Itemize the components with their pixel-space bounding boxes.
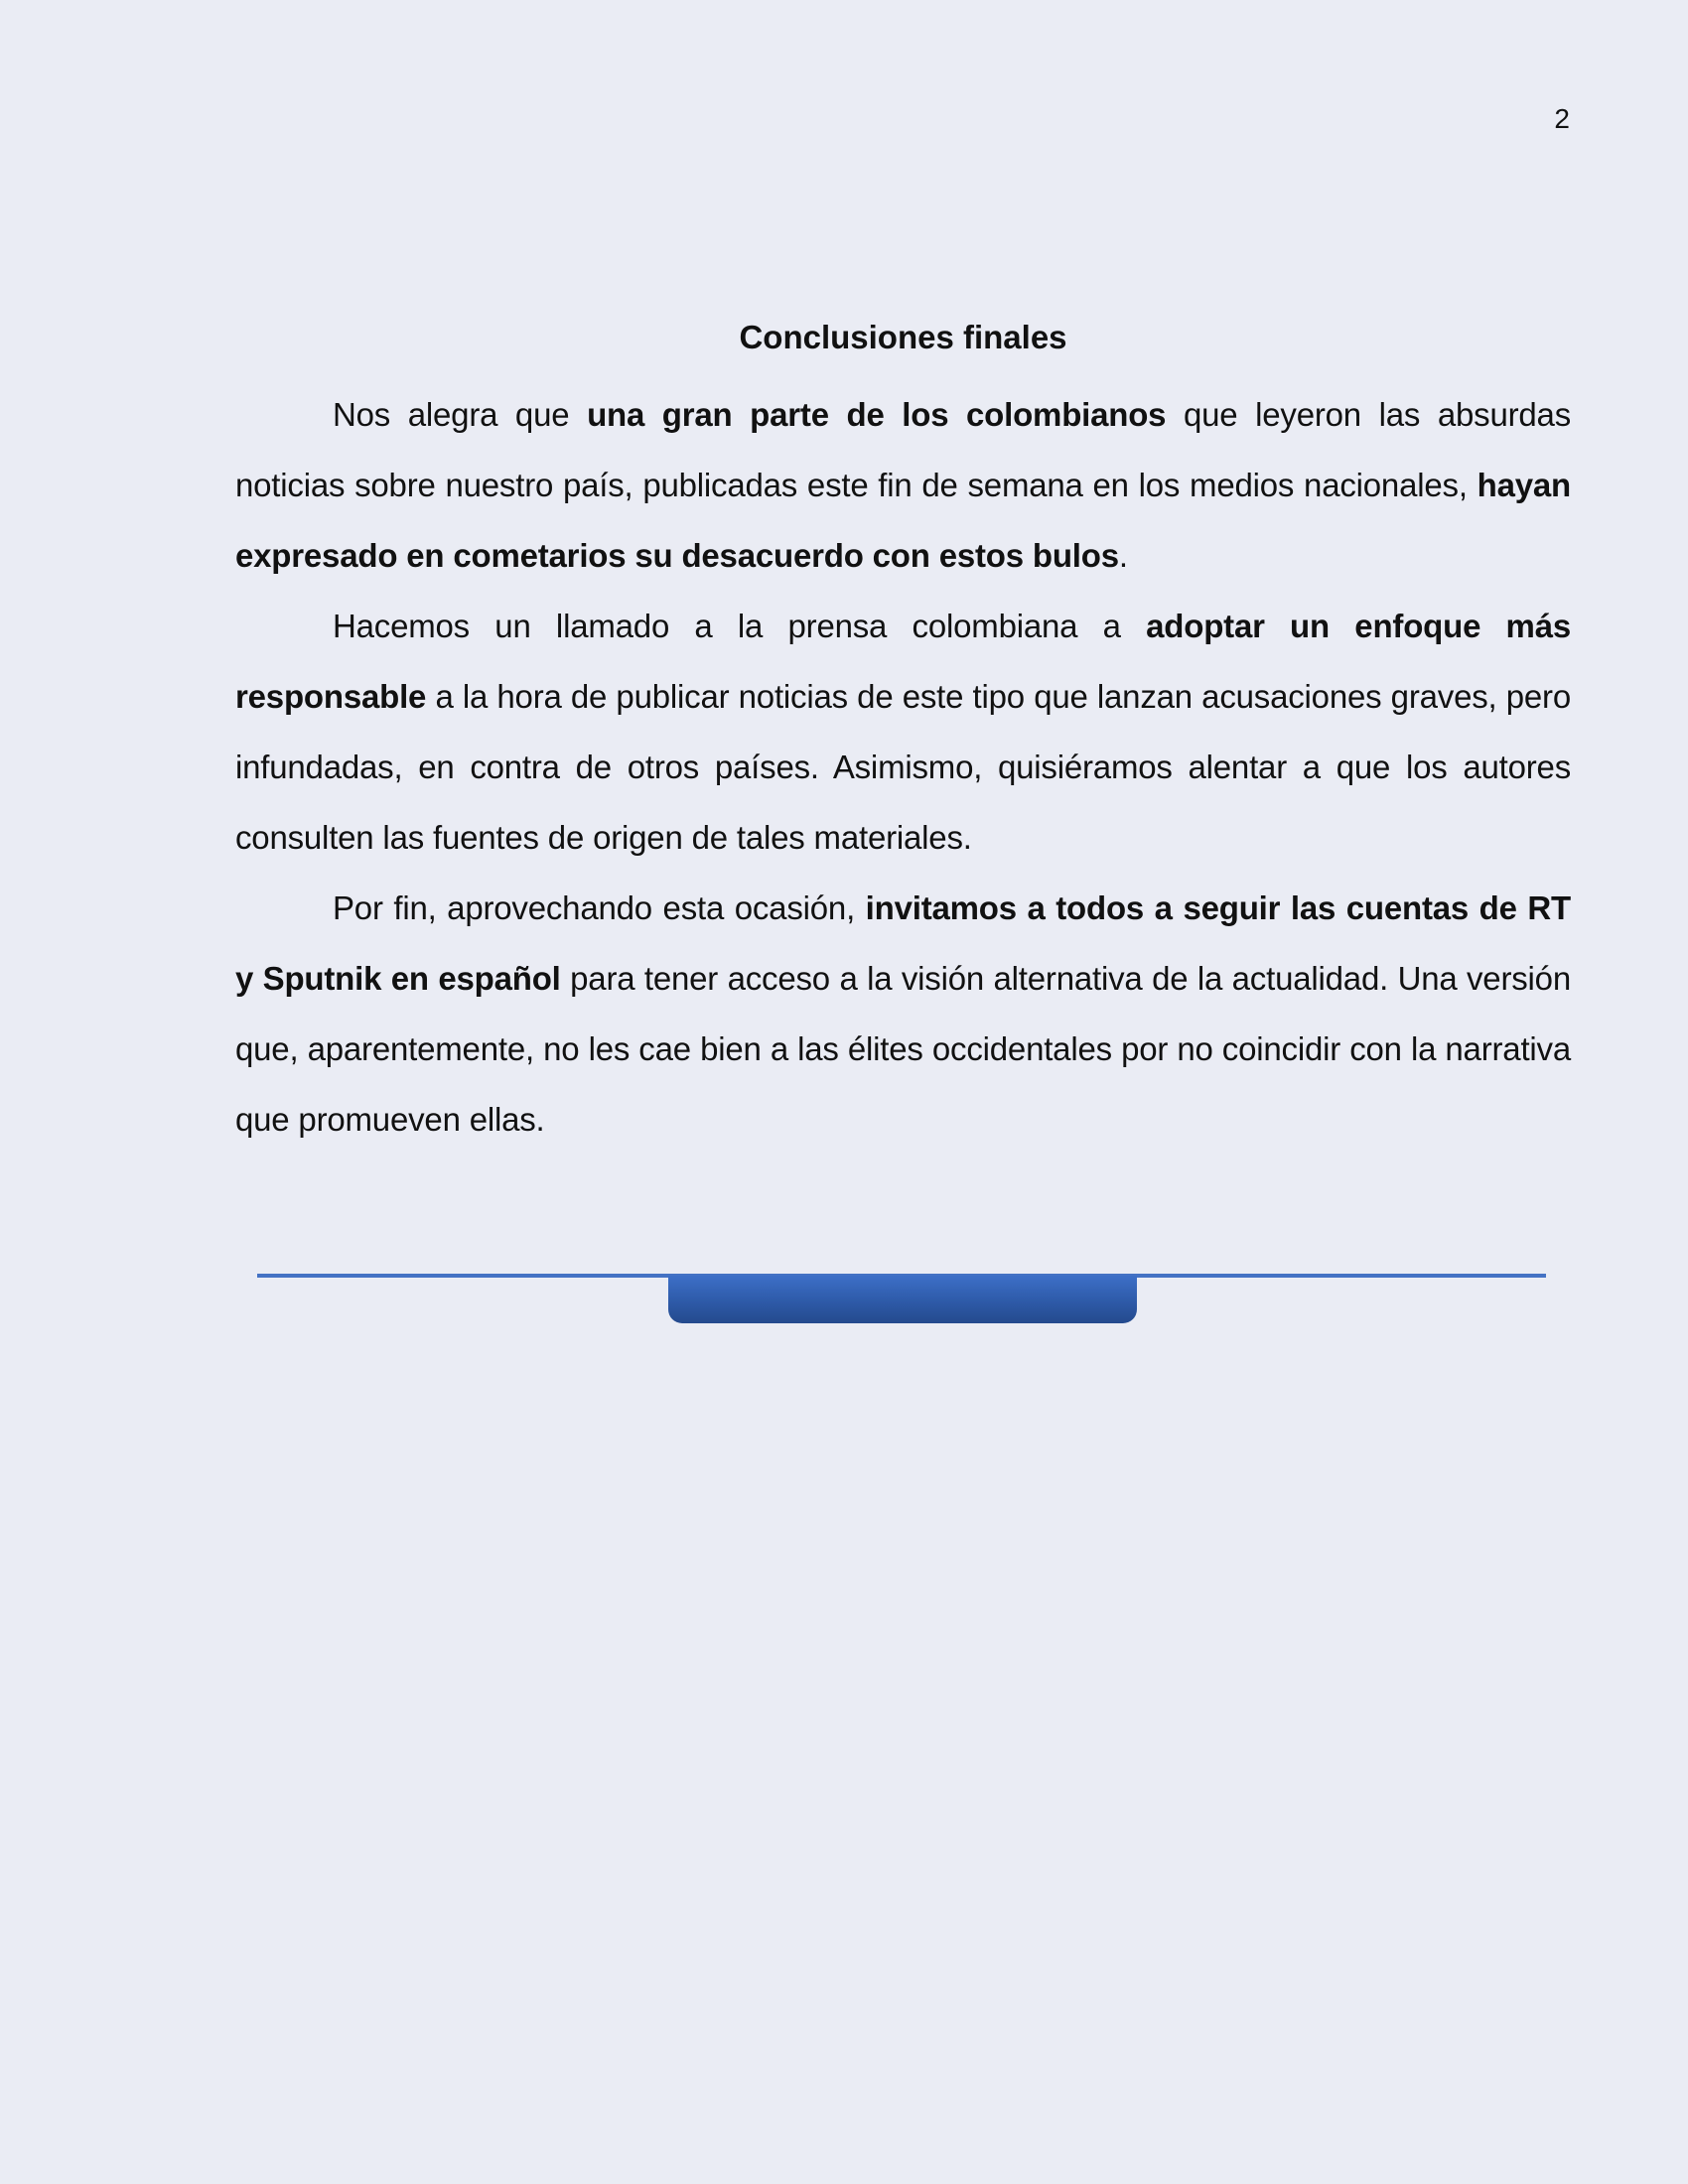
page-number: 2 [1554,103,1570,134]
paragraph-2-part-3: a la hora de publicar noticias de este tipo que lanzan acusaciones graves, pero infundadas, en contra de otros países. Asimismo, quisiéramos alentar a que los autores consulten las fuentes de origen de tales materiales. [235,678,1571,856]
paragraph-2-part-1: Hacemos un llamado a la prensa colombiana a [333,608,1147,644]
paragraph-1-part-4: hayan expresado en cometarios su desacuerdo con estos bulos [235,467,1571,574]
paragraph-2 [235,591,1571,873]
paragraph-3 [235,873,1571,1155]
paragraph-2-part-2: adoptar un enfoque más responsable [235,608,1572,715]
paragraph-1-part-2: una gran parte de los colombianos [587,396,1167,433]
paragraph-1-part-1: Nos alegra que [333,396,588,433]
paragraph-3-part-2: invitamos a todos a seguir las cuentas de RT y Sputnik en español [235,889,1571,997]
paragraph-3-part-1: Por fin, aprovechando esta ocasión, [333,889,866,926]
paragraph-1-part-3: que leyeron las absurdas noticias sobre nuestro país, publicadas este fin de semana en los medios nacionales, [235,396,1572,503]
document-body [235,308,1571,1155]
paragraph-1 [235,379,1571,591]
section-title: Conclusiones finales [739,319,1067,355]
paragraph-1-part-5: . [1118,537,1128,574]
footer-tab-decoration [668,1276,1137,1323]
paragraph-3-part-3: para tener acceso a la visión alternativa de la actualidad. Una versión que, aparentemente, no les cae bien a las élites occidentales por no coincidir con la narrativa que promueven ellas. [235,960,1571,1138]
